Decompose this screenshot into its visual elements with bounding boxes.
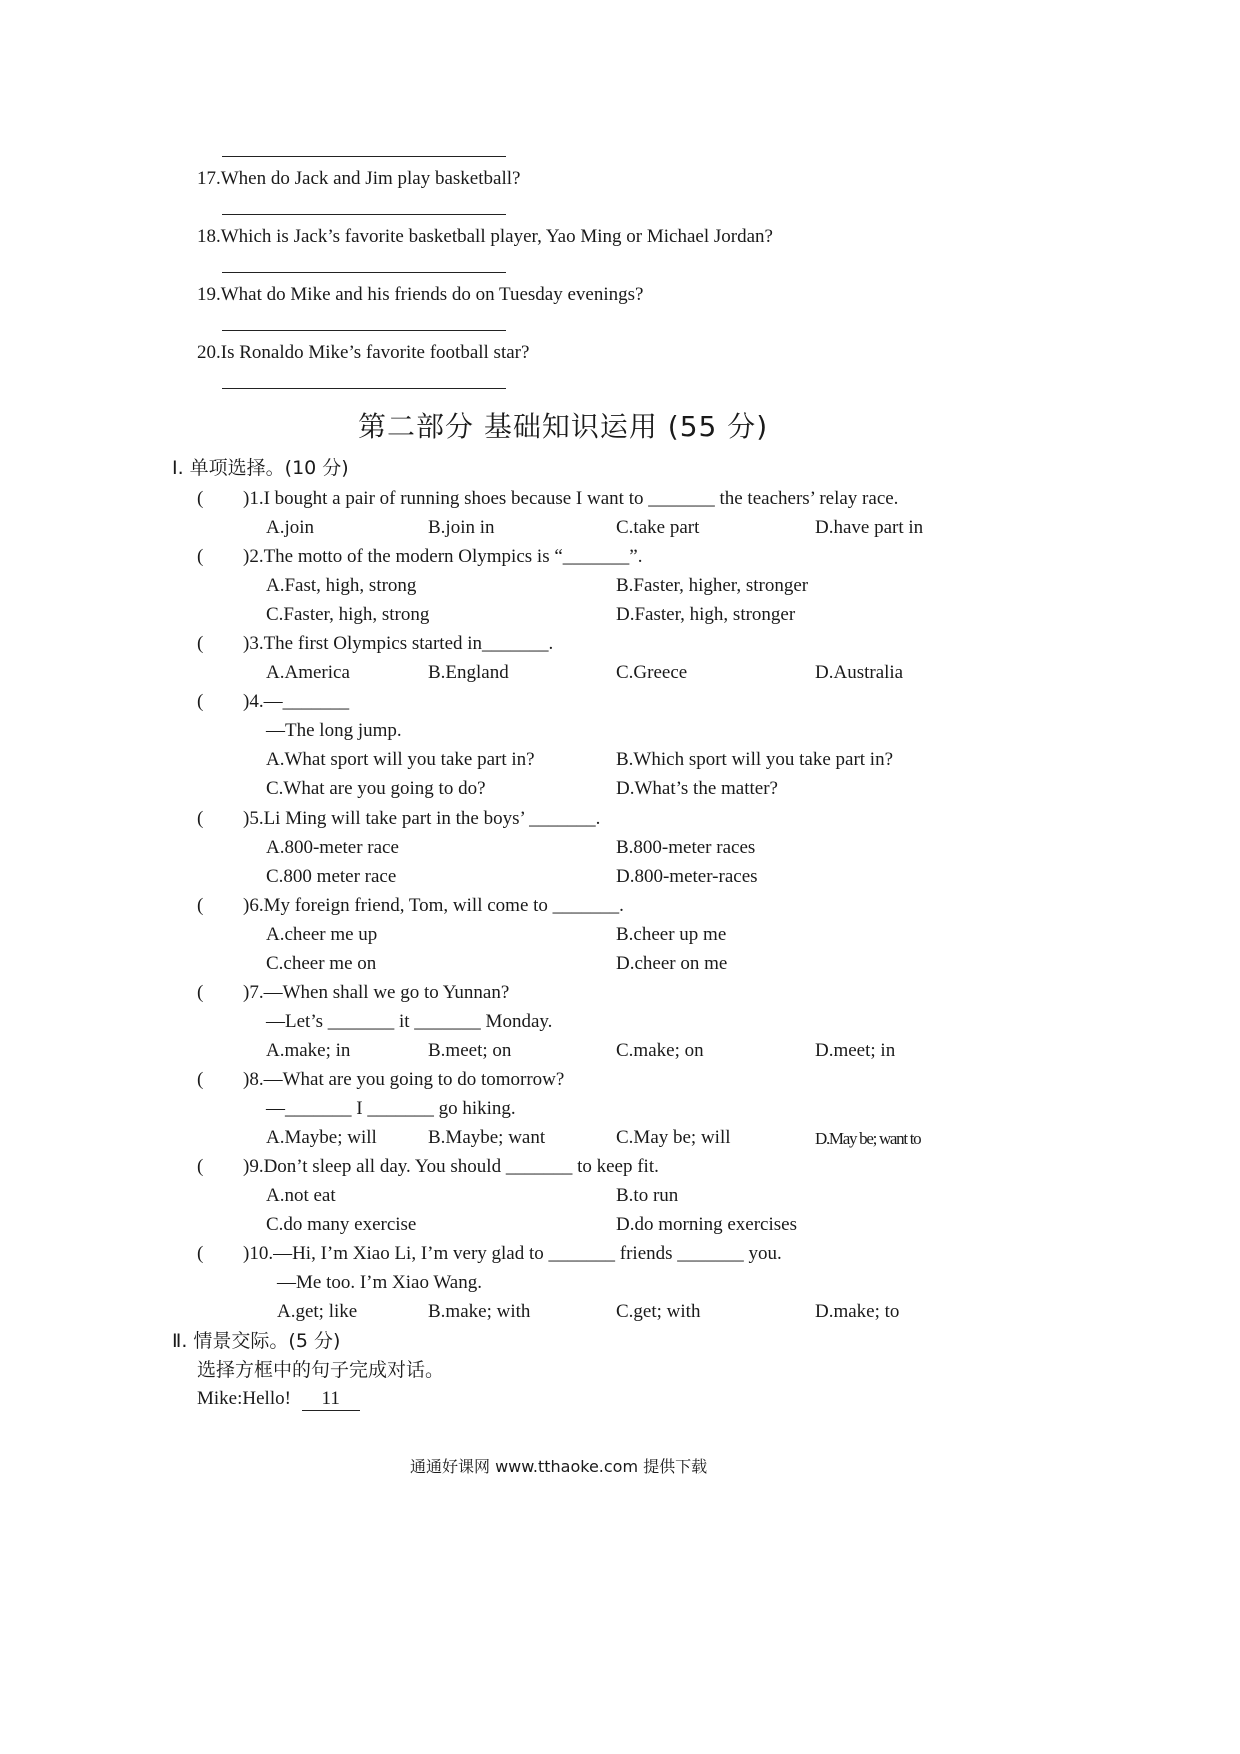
part-heading: 第二部分 基础知识运用 (55 分): [358, 410, 769, 443]
option-d: D.have part in: [815, 517, 924, 538]
option-c: C.cheer me on: [266, 953, 377, 974]
answer-paren: (: [197, 546, 204, 567]
question-stem: )8.—What are you going to do tomorrow?: [243, 1069, 565, 1090]
option-c: C.What are you going to do?: [266, 778, 486, 799]
dialog-line: [197, 1386, 360, 1412]
dialog-blank-number: 11: [321, 1388, 340, 1409]
answer-line: [222, 272, 506, 273]
option-c: C.800 meter race: [266, 866, 397, 887]
option-a: A.not eat: [266, 1185, 336, 1206]
answer-paren: (: [197, 895, 204, 916]
question-stem: )9.Don’t sleep all day. You should _______ to keep fit.: [243, 1156, 659, 1177]
section-title: Ⅰ. 单项选择。(10 分): [172, 457, 349, 479]
option-c: C.Greece: [616, 662, 688, 683]
answer-paren: (: [197, 633, 204, 654]
option-d: D.meet; in: [815, 1040, 896, 1061]
option-a: A.join: [266, 517, 315, 538]
option-a: A.America: [266, 662, 350, 683]
answer-paren: (: [197, 808, 204, 829]
option-d: D.Australia: [815, 662, 904, 683]
option-c: C.take part: [616, 517, 700, 538]
option-a: A.cheer me up: [266, 924, 378, 945]
question-sub: —Me too. I’m Xiao Wang.: [277, 1272, 482, 1293]
page-footer: 通通好课网 www.tthaoke.com 提供下载: [410, 1457, 708, 1476]
option-c: C.make; on: [616, 1040, 704, 1061]
question-stem: )4.—_______: [243, 691, 350, 712]
option-b: B.Maybe; want: [428, 1127, 546, 1148]
option-b: B.make; with: [428, 1301, 531, 1322]
answer-paren: (: [197, 1069, 204, 1090]
option-d: D.do morning exercises: [616, 1214, 797, 1235]
option-b: B.cheer up me: [616, 924, 727, 945]
option-a: A.800-meter race: [266, 837, 399, 858]
option-b: B.join in: [428, 517, 495, 538]
option-b: B.to run: [616, 1185, 679, 1206]
option-c: C.get; with: [616, 1301, 701, 1322]
answer-line: [222, 388, 506, 389]
option-a: A.What sport will you take part in?: [266, 749, 535, 770]
answer-line: [222, 214, 506, 215]
option-b: B.Faster, higher, stronger: [616, 575, 809, 596]
option-a: A.Maybe; will: [266, 1127, 377, 1148]
question-stem: )10.—Hi, I’m Xiao Li, I’m very glad to _______ friends _______ you.: [243, 1243, 782, 1264]
option-d: D.cheer on me: [616, 953, 728, 974]
question-stem: )7.—When shall we go to Yunnan?: [243, 982, 510, 1003]
answer-paren: (: [197, 488, 204, 509]
question-stem: )1.I bought a pair of running shoes because I want to _______ the teachers’ relay race.: [243, 488, 899, 509]
option-d: D.make; to: [815, 1301, 900, 1322]
question-sub: —Let’s _______ it _______ Monday.: [266, 1011, 553, 1032]
answer-paren: (: [197, 691, 204, 712]
question-stem: )3.The first Olympics started in_______.: [243, 633, 554, 654]
option-d: D.What’s the matter?: [616, 778, 778, 799]
answer-paren: (: [197, 1156, 204, 1177]
answer-paren: (: [197, 1243, 204, 1264]
option-a: A.get; like: [277, 1301, 358, 1322]
section-title: Ⅱ. 情景交际。(5 分): [172, 1330, 341, 1352]
question-stem: )5.Li Ming will take part in the boys’ _______.: [243, 808, 601, 829]
option-c: C.Faster, high, strong: [266, 604, 430, 625]
option-b: B.Which sport will you take part in?: [616, 749, 894, 770]
question-18: 18.Which is Jack’s favorite basketball player, Yao Ming or Michael Jordan?: [197, 226, 773, 247]
option-b: B.800-meter races: [616, 837, 756, 858]
option-c: C.do many exercise: [266, 1214, 417, 1235]
option-b: B.meet; on: [428, 1040, 512, 1061]
question-stem: )6.My foreign friend, Tom, will come to _______.: [243, 895, 624, 916]
option-d: D.May be; want to: [815, 1129, 921, 1148]
question-sub: —The long jump.: [266, 720, 402, 741]
option-c: C.May be; will: [616, 1127, 731, 1148]
option-a: A.Fast, high, strong: [266, 575, 417, 596]
question-sub: —_______ I _______ go hiking.: [266, 1098, 516, 1119]
section-instruction: 选择方框中的句子完成对话。: [197, 1359, 445, 1381]
answer-paren: (: [197, 982, 204, 1003]
question-19: 19.What do Mike and his friends do on Tuesday evenings?: [197, 284, 644, 305]
question-20: 20.Is Ronaldo Mike’s favorite football star?: [197, 342, 530, 363]
question-17: 17.When do Jack and Jim play basketball?: [197, 168, 521, 189]
answer-line: [222, 156, 506, 157]
answer-line: [222, 330, 506, 331]
option-a: A.make; in: [266, 1040, 351, 1061]
dialog-speaker: Mike:Hello!: [197, 1388, 291, 1409]
dialog-blank: [302, 1388, 360, 1411]
option-b: B.England: [428, 662, 509, 683]
option-d: D.800-meter-races: [616, 866, 758, 887]
question-stem: )2.The motto of the modern Olympics is “_______”.: [243, 546, 643, 567]
option-d: D.Faster, high, stronger: [616, 604, 796, 625]
